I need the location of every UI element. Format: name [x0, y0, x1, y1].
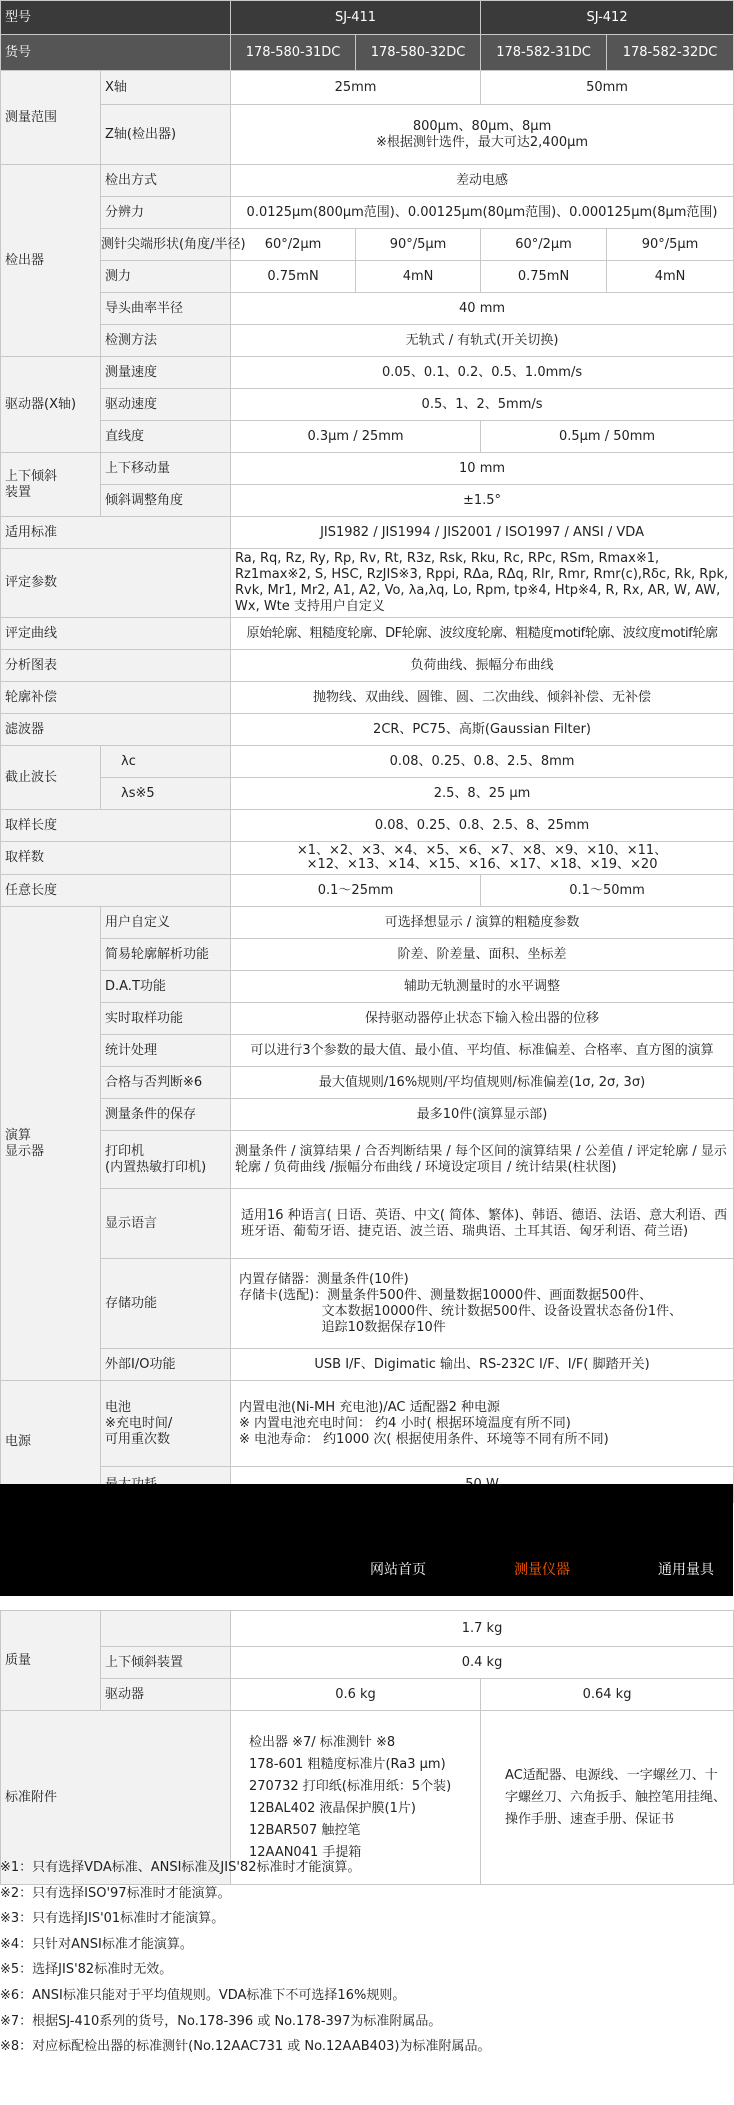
z-axis-value: 800µm、80µm、8µm ※根据测针选件，最大可达2,400µm	[231, 105, 734, 165]
table-row	[1, 907, 734, 939]
power-label: 电源	[1, 1381, 101, 1503]
detect-label: 检测方法	[101, 325, 231, 357]
sampling-count-value: ×1、×2、×3、×4、×5、×6、×7、×8、×9、×10、×11、 ×12、×13、×14、×15、×16、×17、×18、×19、×20	[231, 842, 734, 875]
code-cell: 178-582-32DC	[607, 35, 734, 71]
battery-value: 内置电池(Ni-MH 充电池)/AC 适配器2 种电源 ※ 内置电池充电时间： 约4 小时( 根据环境温度有所不同) ※ 电池寿命： 约1000 次( 根据使用条件、环境等不同有所不同)	[231, 1381, 734, 1467]
footnote: ※7：根据SJ-410系列的货号，No.178-396 或 No.178-397为标准附属品。	[0, 2013, 442, 2029]
force-label: 测力	[101, 261, 231, 293]
calc-row-value: 测量条件 / 演算结果 / 合否判断结果 / 每个区间的演算结果 / 公差值 / 评定轮廓 / 显示轮廓 / 负荷曲线 /振幅分布曲线 / 环境设定项目 / 统计结果(柱状图)	[231, 1131, 734, 1189]
x-axis-411: 25mm	[231, 71, 481, 105]
force-value: 0.75mN	[481, 261, 607, 293]
table-row	[1, 1099, 734, 1131]
mass-drive-411: 0.6 kg	[231, 1679, 481, 1711]
footnote: ※8：对应标配检出器的标准测针(No.12AAC731 或 No.12AAB403)为标准附属品。	[0, 2039, 491, 2055]
table-row	[1, 517, 734, 549]
table-row	[1, 261, 734, 293]
straightness-label: 直线度	[101, 421, 231, 453]
calc-row-label: 实时取样功能	[101, 1003, 231, 1035]
table-row	[1, 389, 734, 421]
arbitrary-412: 0.1～50mm	[481, 875, 734, 907]
z-axis-label: Z轴(检出器)	[101, 105, 231, 165]
travel-value: 10 mm	[231, 453, 734, 485]
filter-value: 2CR、PC75、高斯(Gaussian Filter)	[231, 714, 734, 746]
table-row	[1, 1035, 734, 1067]
mass-tilt-value: 0.4 kg	[231, 1647, 734, 1679]
force-value: 0.75mN	[231, 261, 356, 293]
nav-gauges-link[interactable]: 通用量具	[658, 1562, 714, 1578]
compensation-value: 抛物线、双曲线、圆锥、圆、二次曲线、倾斜补偿、无补偿	[231, 682, 734, 714]
table-row	[1, 485, 734, 517]
sampling-count-label: 取样数	[1, 842, 231, 875]
table-row	[1, 421, 734, 453]
calc-row-value: 内置存储器：测量条件(10件) 存储卡(选配)：测量条件500件、测量数据10000件、画面数据500件、 文本数据10000件、统计数据500件、设备设置状态备份1件、 追踪10数据保存10件	[231, 1259, 734, 1349]
model-411: SJ-411	[231, 1, 481, 35]
lc-value: 0.08、0.25、0.8、2.5、8mm	[231, 746, 734, 778]
calc-row-label: 测量条件的保存	[101, 1099, 231, 1131]
table-row	[1, 197, 734, 229]
tip-value: 90°/5µm	[607, 229, 734, 261]
straightness-412: 0.5µm / 50mm	[481, 421, 734, 453]
table-row	[1, 842, 734, 875]
range-label: 测量范围	[1, 71, 101, 165]
model-label: 型号	[1, 1, 231, 35]
calc-row-value: 辅助无轨测量时的水平调整	[231, 971, 734, 1003]
table-row	[1, 1647, 734, 1679]
calc-row-label: 打印机 (内置热敏打印机)	[101, 1131, 231, 1189]
table-row	[1, 325, 734, 357]
table-row	[1, 1679, 734, 1711]
x-axis-label: X轴	[101, 71, 231, 105]
table-row	[1, 1189, 734, 1259]
travel-label: 上下移动量	[101, 453, 231, 485]
angle-label: 倾斜调整角度	[101, 485, 231, 517]
calc-label: 演算 显示器	[1, 907, 101, 1381]
x-axis-412: 50mm	[481, 71, 734, 105]
mass-drive-label: 驱动器	[101, 1679, 231, 1711]
nav-measuring-instruments-link[interactable]: 测量仪器	[514, 1562, 570, 1578]
table-row	[1, 453, 734, 485]
table-row	[1, 1259, 734, 1349]
nav-home-link[interactable]: 网站首页	[370, 1562, 426, 1578]
table-row	[1, 1131, 734, 1189]
accessories-right: AC适配器、电源线、一字螺丝刀、十字螺丝刀、六角扳手、触控笔用挂绳、操作手册、速查手册、保证书	[481, 1711, 734, 1885]
drive-label: 驱动器(X轴)	[1, 357, 101, 453]
table-row	[1, 746, 734, 778]
force-value: 4mN	[607, 261, 734, 293]
table-row	[1, 778, 734, 810]
standards-value: JIS1982 / JIS1994 / JIS2001 / ISO1997 / ANSI / VDA	[231, 517, 734, 549]
model-412: SJ-412	[481, 1, 734, 35]
sampling-length-label: 取样长度	[1, 810, 231, 842]
table-row	[1, 1711, 734, 1885]
calc-row-label: 显示语言	[101, 1189, 231, 1259]
table-row	[1, 810, 734, 842]
table-row	[1, 682, 734, 714]
footnote: ※2：只有选择ISO'97标准时才能演算。	[0, 1885, 231, 1901]
table-row	[1, 1003, 734, 1035]
skid-label: 导头曲率半径	[101, 293, 231, 325]
code-cell: 178-582-31DC	[481, 35, 607, 71]
tip-value: 90°/5µm	[356, 229, 481, 261]
table-row	[1, 1381, 734, 1467]
standards-label: 适用标准	[1, 517, 231, 549]
footnote: ※5：选择JIS'82标准时无效。	[0, 1962, 173, 1978]
skid-value: 40 mm	[231, 293, 734, 325]
table-row	[1, 971, 734, 1003]
arbitrary-label: 任意长度	[1, 875, 231, 907]
arbitrary-411: 0.1～25mm	[231, 875, 481, 907]
calc-row-value: 可以进行3个参数的最大值、最小值、平均值、标准偏差、合格率、直方图的演算	[231, 1035, 734, 1067]
battery-label: 电池 ※充电时间/ 可用重次数	[101, 1381, 231, 1467]
measure-speed-label: 测量速度	[101, 357, 231, 389]
filter-label: 滤波器	[1, 714, 231, 746]
params-value: Ra, Rq, Rz, Ry, Rp, Rv, Rt, R3z, Rsk, Rku, Rc, RPc, RSm, Rmax※1, Rz1max※2, S, HSC, RzJIS※3, Rppi, RΔa, RΔq, Rlr, Rmr, Rmr(c),Rδc, Rk, Rpk, Rvk, Mr1, Mr2, A1, A2, Vo, λa,λq, Lo, Rpm, tp※4, Htp※4, R, Rx, AR, W, AW, Wx, Wte 支持用户自定义	[231, 549, 734, 618]
force-value: 4mN	[356, 261, 481, 293]
tip-label: 测针尖端形状(角度/半径)	[101, 229, 231, 261]
mass-label: 质量	[1, 1611, 101, 1711]
detect-value: 无轨式 / 有轨式(开关切换)	[231, 325, 734, 357]
code-label: 货号	[1, 35, 231, 71]
footnote: ※6：ANSI标准只能对于平均值规则。VDA标准下不可选择16%规则。	[0, 1987, 406, 2003]
table-row	[1, 71, 734, 105]
accessories-left: 检出器 ※7/ 标准测针 ※8 178-601 粗糙度标准片(Ra3 µm) 270732 打印纸(标准用纸：5个装) 12BAL402 液晶保护膜(1片) 12BAR507 触控笔 12AAN041 手提箱	[231, 1711, 481, 1885]
calc-row-value: USB I/F、Digimatic 输出、RS-232C I/F、I/F( 脚踏开关)	[231, 1349, 734, 1381]
site-nav-bar	[0, 1484, 733, 1596]
mass-tilt-label: 上下倾斜装置	[101, 1647, 231, 1679]
angle-value: ±1.5°	[231, 485, 734, 517]
detector-label: 检出器	[1, 165, 101, 357]
sampling-length-value: 0.08、0.25、0.8、2.5、8、25mm	[231, 810, 734, 842]
calc-row-label: 统计处理	[101, 1035, 231, 1067]
table-row	[1, 650, 734, 682]
calc-row-value: 保持驱动器停止状态下输入检出器的位移	[231, 1003, 734, 1035]
resolution-label: 分辨力	[101, 197, 231, 229]
code-cell: 178-580-32DC	[356, 35, 481, 71]
table-row	[1, 293, 734, 325]
footnote: ※4：只针对ANSI标准才能演算。	[0, 1936, 193, 1952]
drive-speed-value: 0.5、1、2、5mm/s	[231, 389, 734, 421]
method-value: 差动电感	[231, 165, 734, 197]
table-row	[1, 165, 734, 197]
calc-row-label: D.A.T功能	[101, 971, 231, 1003]
calc-row-value: 适用16 种语言( 日语、英语、中文( 简体、繁体)、韩语、德语、法语、意大利语、西班牙语、葡萄牙语、捷克语、波兰语、瑞典语、土耳其语、匈牙利语、荷兰语)	[231, 1189, 734, 1259]
footnote: ※3：只有选择JIS'01标准时才能演算。	[0, 1911, 225, 1927]
calc-row-value: 可选择想显示 / 演算的粗糙度参数	[231, 907, 734, 939]
table-row	[1, 357, 734, 389]
table-row	[1, 939, 734, 971]
table-row	[1, 1067, 734, 1099]
cutoff-label: 截止波长	[1, 746, 101, 810]
table-row	[1, 229, 734, 261]
model-row	[1, 1, 734, 35]
drive-speed-label: 驱动速度	[101, 389, 231, 421]
resolution-value: 0.0125µm(800µm范围)、0.00125µm(80µm范围)、0.000125µm(8µm范围)	[231, 197, 734, 229]
graphs-label: 分析图表	[1, 650, 231, 682]
footnotes	[0, 1860, 733, 2065]
calc-row-value: 阶差、阶差量、面积、坐标差	[231, 939, 734, 971]
tip-value: 60°/2µm	[231, 229, 356, 261]
tip-value: 60°/2µm	[481, 229, 607, 261]
table-row	[1, 1349, 734, 1381]
params-label: 评定参数	[1, 549, 231, 618]
method-label: 检出方式	[101, 165, 231, 197]
lc-label: λc	[101, 746, 231, 778]
calc-row-value: 最多10件(演算显示部)	[231, 1099, 734, 1131]
calc-row-label: 用户自定义	[101, 907, 231, 939]
straightness-411: 0.3µm / 25mm	[231, 421, 481, 453]
accessories-label: 标准附件	[1, 1711, 231, 1885]
compensation-label: 轮廓补偿	[1, 682, 231, 714]
table-row	[1, 714, 734, 746]
tilt-label: 上下倾斜 装置	[1, 453, 101, 517]
measure-speed-value: 0.05、0.1、0.2、0.5、1.0mm/s	[231, 357, 734, 389]
calc-row-label: 简易轮廓解析功能	[101, 939, 231, 971]
calc-row-label: 外部I/O功能	[101, 1349, 231, 1381]
table-row	[1, 875, 734, 907]
mass-drive-412: 0.64 kg	[481, 1679, 734, 1711]
table-row	[1, 105, 734, 165]
ls-value: 2.5、8、25 µm	[231, 778, 734, 810]
mass-partial-value: 1.7 kg	[231, 1611, 734, 1647]
table-row	[1, 549, 734, 618]
footnote: ※1：只有选择VDA标准、ANSI标准及JIS'82标准时才能演算。	[0, 1860, 361, 1875]
table-row	[1, 1611, 734, 1647]
ls-label: λs※5	[101, 778, 231, 810]
curves-value: 原始轮廓、粗糙度轮廓、DF轮廓、波纹度轮廓、粗糙度motif轮廓、波纹度motif轮廓	[231, 618, 734, 650]
table-row	[1, 618, 734, 650]
calc-row-value: 最大值规则/16%规则/平均值规则/标准偏差(1σ, 2σ, 3σ)	[231, 1067, 734, 1099]
calc-row-label: 存储功能	[101, 1259, 231, 1349]
code-cell: 178-580-31DC	[231, 35, 356, 71]
calc-row-label: 合格与否判断※6	[101, 1067, 231, 1099]
curves-label: 评定曲线	[1, 618, 231, 650]
graphs-value: 负荷曲线、振幅分布曲线	[231, 650, 734, 682]
code-row	[1, 35, 734, 71]
